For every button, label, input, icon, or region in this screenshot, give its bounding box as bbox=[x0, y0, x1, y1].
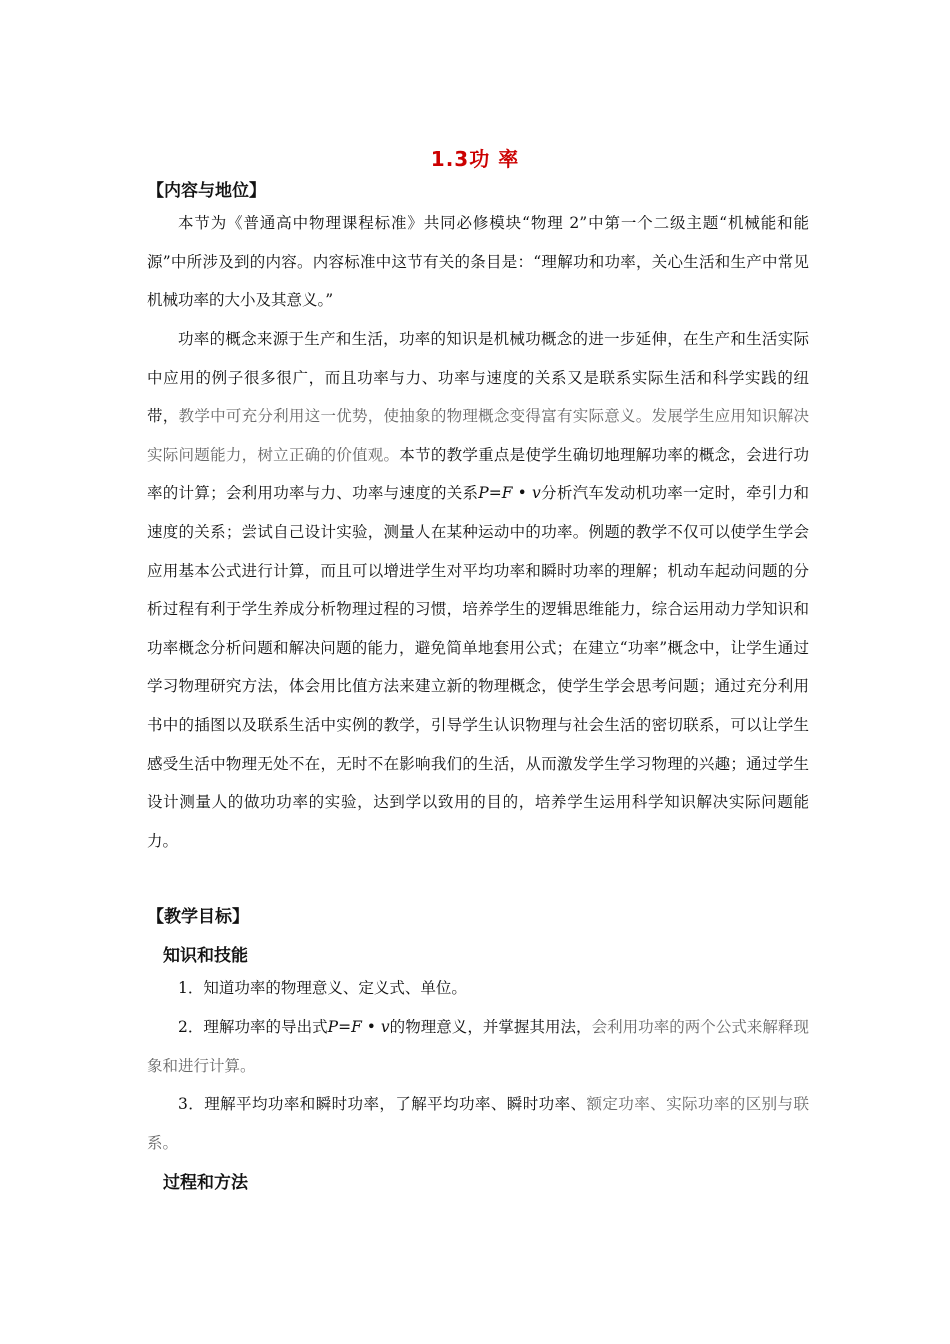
goal-item-3 bbox=[147, 1085, 809, 1162]
paragraph-concept-part1: 功率的概念来源于生产和生活，功率的知识是机械功概念的进一步延伸，在生产和生活实际中应用的例子很多很广，而且功率与力、功率与速度的关系又是联系实际生活和科学实践的纽带， bbox=[147, 330, 809, 426]
goal-item-3-part1: 3．理解平均功率和瞬时功率，了解平均功率、瞬时功率、 bbox=[178, 1095, 587, 1113]
section-heading-goals: 【教学目标】 bbox=[147, 907, 249, 927]
goal-item-2-gray: 会利用功率的两个公式来解释现象和进行计算。 bbox=[147, 1018, 809, 1075]
goal-item-2-part2: 的物理意义，并掌握其用法， bbox=[389, 1018, 592, 1036]
goal-item-1: 1．知道功率的物理意义、定义式、单位。 bbox=[178, 979, 467, 997]
paragraph-curriculum: 本节为《普通高中物理课程标准》共同必修模块“物理 2”中第一个二级主题“机械能和能源”中所涉及到的内容。内容标准中这节有关的条目是：“理解功和功率，关心生活和生产中常见机械功率的大小及其意义。” bbox=[147, 214, 809, 310]
paragraph-concept-part3: 分析汽车发动机功率一定时，牵引力和速度的关系；尝试自己设计实验，测量人在某种运动中的功率。例题的教学不仅可以使学生学会应用基本公式进行计算，而且可以增进学生对平均功率和瞬时功率的理解；机动车起动问题的分析过程有利于学生养成分析物理过程的习惯，培养学生的逻辑思维能力，综合运用动力学知识和功率概念分析问题和解决问题的能力，避免简单地套用公式；在建立“功率”概念中，让学生通过学习物理研究方法，体会用比值方法来建立新的物理概念，使学生学会思考问题；通过充分利用书中的插图以及联系生活中实例的教学，引导学生认识物理与社会生活的密切联系，可以让学生感受生活中物理无处不在，无时不在影响我们的生活，从而激发学生学习物理的兴趣；通过学生设计测量人的做功功率的实验，达到学以致用的目的，培养学生运用科学知识解决实际问题能力。 bbox=[147, 484, 809, 850]
subheading-knowledge: 知识和技能 bbox=[163, 946, 248, 966]
paragraph-concept-gray: 教学中可充分利用这一优势，使抽象的物理概念变得富有实际意义。发展学生应用知识解决实际问题能力，树立正确的价值观。 bbox=[147, 407, 809, 464]
goal-item-3-gray: 额定功率、实际功率的区别与联系。 bbox=[147, 1095, 809, 1152]
section-heading-content: 【内容与地位】 bbox=[147, 181, 266, 201]
paragraph-concept bbox=[147, 320, 809, 860]
formula-power: P=F • v bbox=[478, 484, 541, 503]
paragraph-concept-part2: 本节的教学重点是使学生确切地理解功率的概念，会进行功率的计算；会利用功率与力、功率与速度的关系 bbox=[147, 445, 809, 503]
formula-power-derived: P=F • v bbox=[327, 1018, 390, 1036]
page-title: 1.3功 率 bbox=[430, 147, 520, 171]
goal-item-2 bbox=[147, 1008, 809, 1085]
goal-item-2-part1: 2．理解功率的导出式 bbox=[178, 1018, 328, 1036]
subheading-process: 过程和方法 bbox=[163, 1173, 248, 1193]
